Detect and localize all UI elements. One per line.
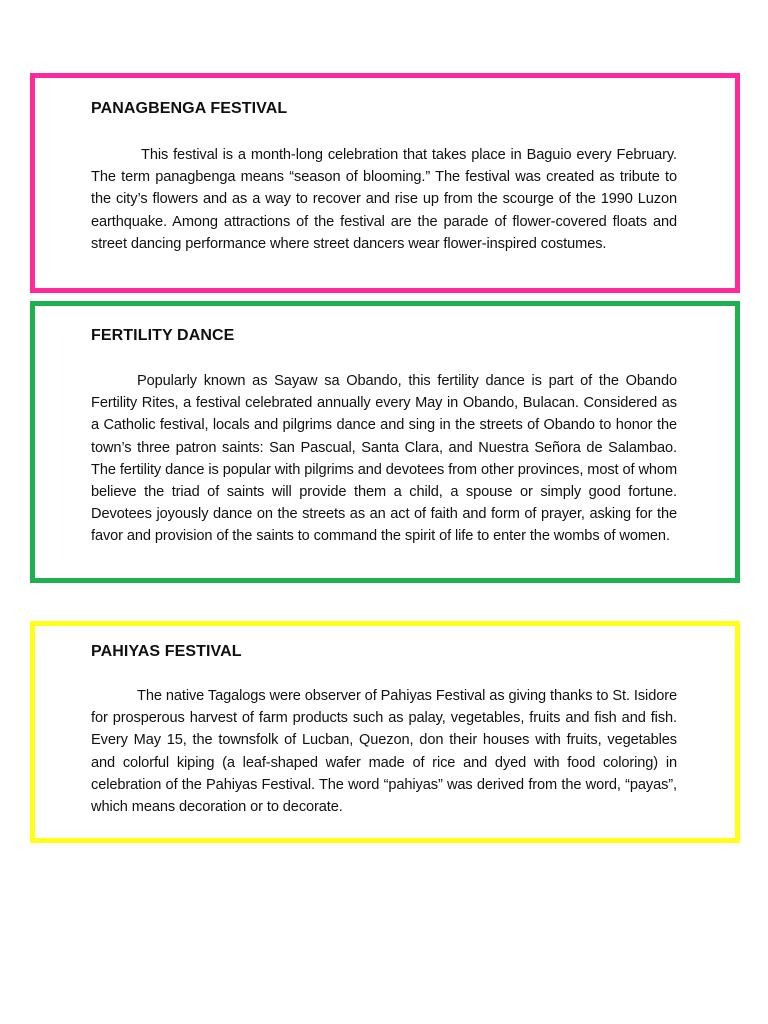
fertility-dance-paragraph: Popularly known as Sayaw sa Obando, this fertility dance is part of the Obando Fertility Rites, a festival celebrated annually every May in Obando, Bulacan. Considered as a Catholic festival, locals and pilgrims dance and sing in the streets of Obando to honor the town’s three patron saints: San Pascual, Santa Clara, and Nuestra Señora de Salambao. The fertility dance is popular with pilgrims and devotees from other provinces, most of whom believe the triad of saints will provide them a child, a spouse or simply good fortune. Devotees joyously dance on the streets as an act of faith and form of prayer, asking for the favor and provision of the saints to command the spirit of life to enter the wombs of women. — [91, 373, 677, 545]
panagbenga-paragraph: This festival is a month-long celebration that takes place in Baguio every February. The term panagbenga means “season of blooming.” The festival was created as tribute to the city’s flowers and as a way to recover and rise up from the scourge of the 1990 Luzon earthquake. Among attractions of the festival are the parade of flower-covered floats and street dancing performance where street dancers wear flower-inspired costumes. — [91, 147, 677, 252]
pahiyas-heading: PAHIYAS FESTIVAL — [91, 643, 242, 660]
fertility-dance-heading: FERTILITY DANCE — [91, 327, 235, 344]
pahiyas-paragraph: The native Tagalogs were observer of Pahiyas Festival as giving thanks to St. Isidore for prosperous harvest of farm products such as palay, vegetables, fruits and fish and fish. Every May 15, the townsfolk of Lucban, Quezon, don their houses with fruits, vegetables and colorful kiping (a leaf-shaped wafer made of rice and dyed with food coloring) in celebration of the Pahiyas Festival. The word “pahiyas” was derived from the word, “payas”, which means decoration or to decorate. — [91, 688, 677, 816]
pahiyas-section — [30, 621, 740, 843]
panagbenga-heading: PANAGBENGA FESTIVAL — [91, 100, 288, 117]
panagbenga-section — [30, 73, 740, 293]
fertility-dance-section — [30, 301, 740, 583]
